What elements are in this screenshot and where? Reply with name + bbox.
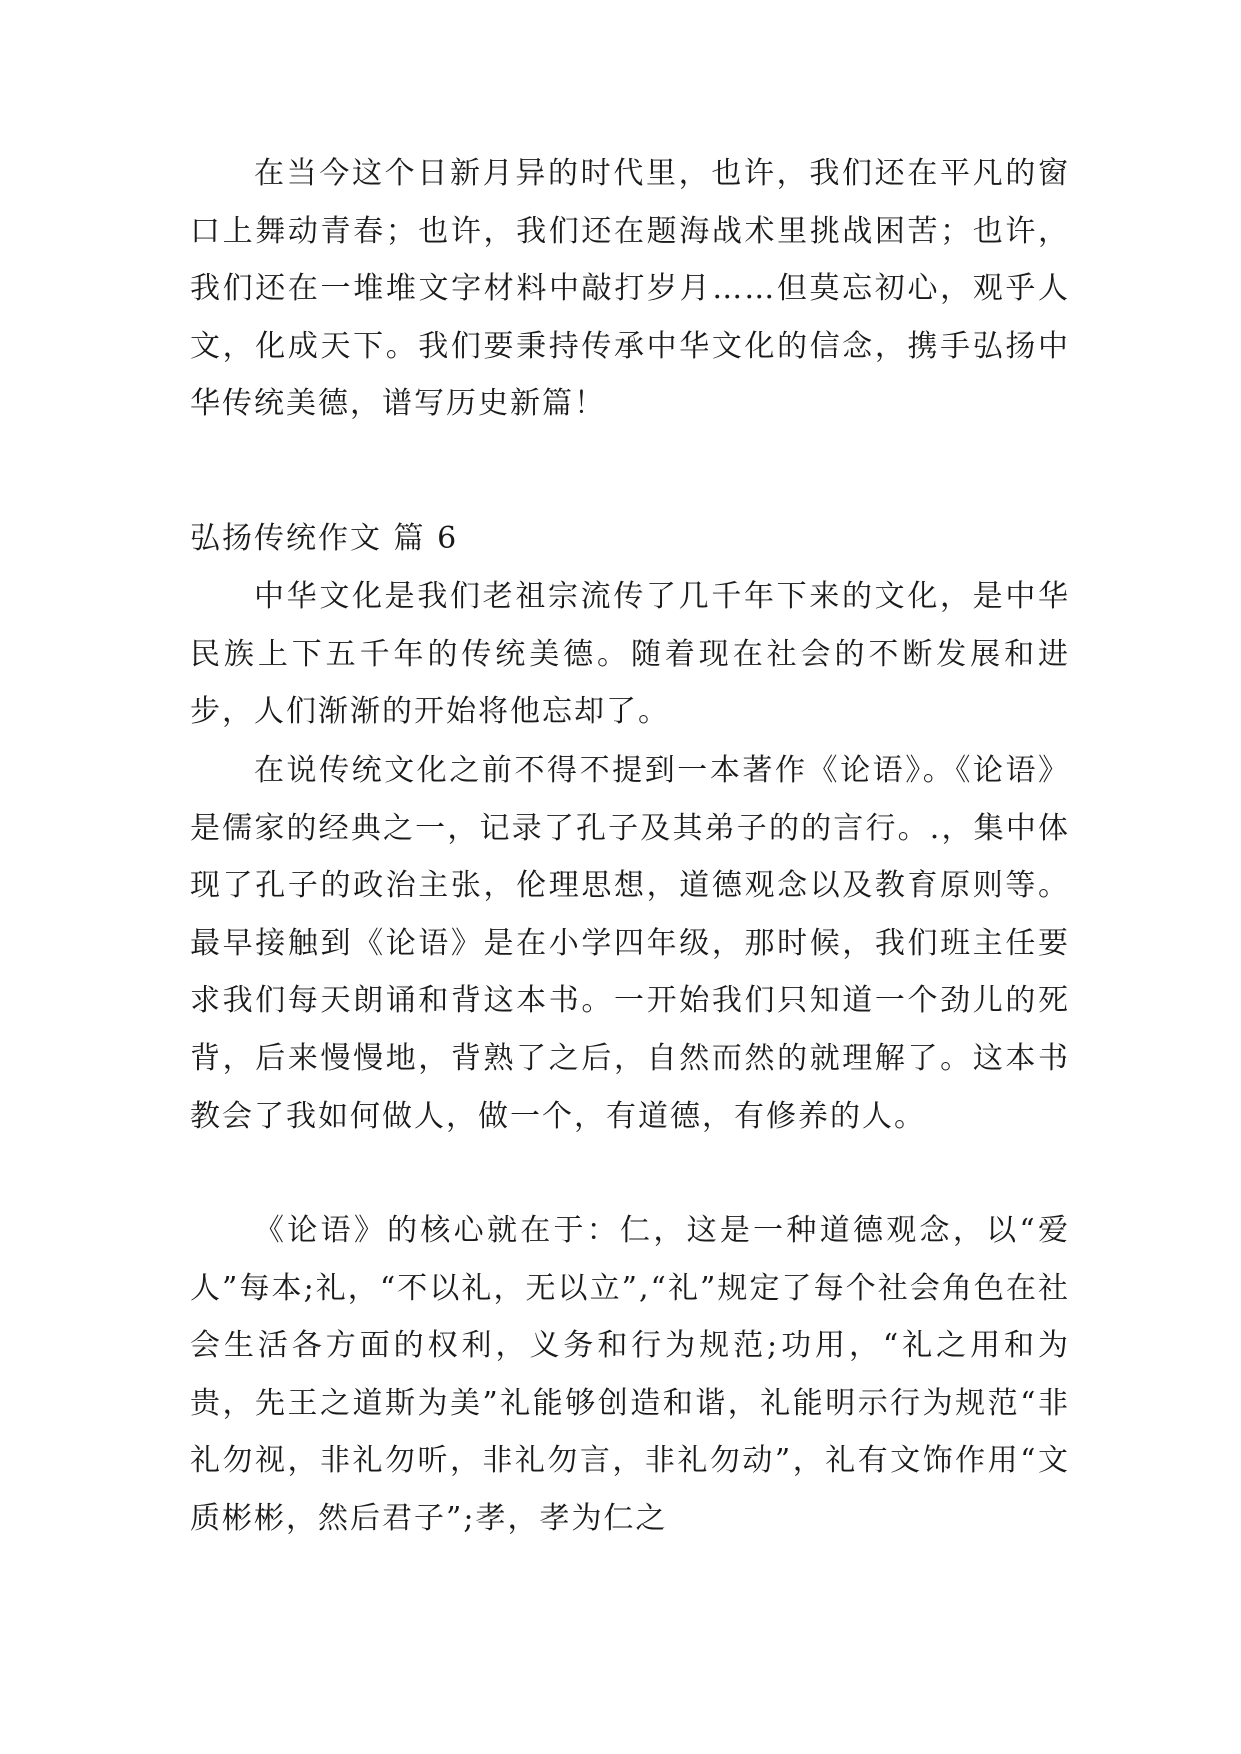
paragraph-3: 在说传统文化之前不得不提到一本著作《论语》。《论语》是儒家的经典之一，记录了孔子及其弟子的的言行。.，集中体现了孔子的政治主张，伦理思想，道德观念以及教育原则等。最早接触到《论语》是在小学四年级，那时候，我们班主任要求我们每天朗诵和背这本书。一开始我们只知道一个劲儿的死背，后来慢慢地，背熟了之后，自然而然的就理解了。这本书教会了我如何做人，做一个，有道德，有修养的人。 [190, 753, 1070, 1134]
section-heading: 弘扬传统作文 篇 6 [190, 521, 459, 556]
paragraph-2: 中华文化是我们老祖宗流传了几千年下来的文化，是中华民族上下五千年的传统美德。随着现在社会的不断发展和进步，人们渐渐的开始将他忘却了。 [190, 579, 1070, 730]
paragraph-4: 《论语》的核心就在于：仁，这是一种道德观念，以“爱人”每本;礼，“不以礼，无以立”,“礼”规定了每个社会角色在社会生活各方面的权利，义务和行为规范;功用，“礼之用和为贵，先王之道斯为美”礼能够创造和谐，礼能明示行为规范“非礼勿视，非礼勿听，非礼勿言，非礼勿动”，礼有文饰作用“文质彬彬，然后君子”;孝，孝为仁之 [190, 1213, 1070, 1536]
paragraph-1: 在当今这个日新月异的时代里，也许，我们还在平凡的窗口上舞动青春；也许，我们还在题海战术里挑战困苦；也许，我们还在一堆堆文字材料中敲打岁月……但莫忘初心，观乎人文，化成天下。我们要秉持传承中华文化的信念，携手弘扬中华传统美德，谱写历史新篇！ [190, 156, 1070, 422]
